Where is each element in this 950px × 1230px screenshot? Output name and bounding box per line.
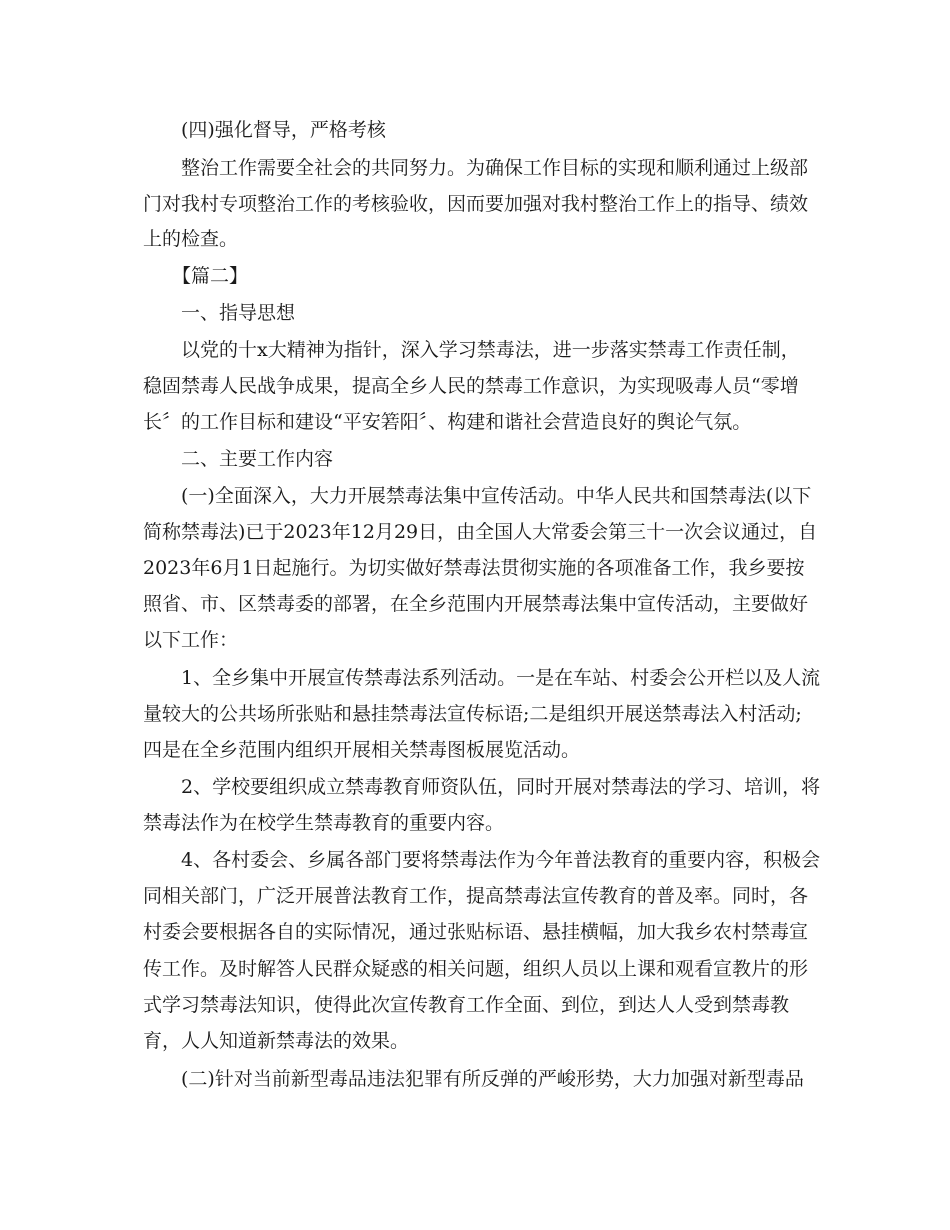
paragraph-line: 量较大的公共场所张贴和悬挂禁毒法宣传标语;二是组织开展送禁毒法入村活动; bbox=[143, 703, 802, 725]
paragraph-line: 门对我村专项整治工作的考核验收，因而要加强对我村整治工作上的指导、绩效 bbox=[143, 193, 809, 215]
paragraph-line: 整治工作需要全社会的共同努力。为确保工作目标的实现和顺利通过上级部 bbox=[181, 157, 809, 179]
paragraph-line: 2、学校要组织成立禁毒教育师资队伍，同时开展对禁毒法的学习、培训，将 bbox=[181, 776, 821, 798]
paragraph-line: 以党的十x大精神为指针，深入学习禁毒法，进一步落实禁毒工作责任制， bbox=[181, 339, 800, 361]
paragraph-line: 照省、市、区禁毒委的部署，在全乡范围内开展禁毒法集中宣传活动，主要做好 bbox=[143, 593, 809, 615]
paragraph-line: 2023年6月1日起施行。为切实做好禁毒法贯彻实施的各项准备工作，我乡要按 bbox=[143, 557, 805, 579]
paragraph-line: 四是在全乡范围内组织开展相关禁毒图板展览活动。 bbox=[143, 739, 581, 761]
section-heading-supervision: (四)强化督导，严格考核 bbox=[181, 119, 386, 141]
paragraph-line: 稳固禁毒人民战争成果，提高全乡人民的禁毒工作意识，为实现吸毒人员“零增 bbox=[143, 375, 799, 397]
paragraph-line: 上的检查。 bbox=[143, 228, 239, 250]
paragraph-line: 4、各村委会、乡属各部门要将禁毒法作为今年普法教育的重要内容，积极会 bbox=[181, 849, 821, 871]
paragraph-line: 以下工作： bbox=[143, 629, 239, 651]
paragraph-line: 育，人人知道新禁毒法的效果。 bbox=[143, 1030, 410, 1052]
paragraph-line: 同相关部门，广泛开展普法教育工作，提高禁毒法宣传教育的普及率。同时，各 bbox=[143, 885, 809, 907]
section-heading-main-work: 二、主要工作内容 bbox=[181, 448, 334, 470]
paragraph-line: 村委会要根据各自的实际情况，通过张贴标语、悬挂横幅，加大我乡农村禁毒宣 bbox=[143, 921, 809, 943]
section-heading-guiding-ideology: 一、指导思想 bbox=[181, 302, 296, 324]
paragraph-line: 简称禁毒法)已于2023年12月29日，由全国人大常委会第三十一次会议通过，自 bbox=[143, 521, 818, 543]
paragraph-line: (一)全面深入，大力开展禁毒法集中宣传活动。中华人民共和国禁毒法(以下 bbox=[181, 485, 812, 507]
paragraph-line: 式学习禁毒法知识，使得此次宣传教育工作全面、到位，到达人人受到禁毒教 bbox=[143, 994, 790, 1016]
paragraph-line: 禁毒法作为在校学生禁毒教育的重要内容。 bbox=[143, 812, 505, 834]
part-two-heading: 【篇二】 bbox=[172, 265, 249, 287]
paragraph-line: 长〞的工作目标和建设“平安箬阳〞、构建和谐社会营造良好的舆论气氛。 bbox=[143, 411, 752, 433]
paragraph-line: 传工作。及时解答人民群众疑惑的相关问题，组织人员以上课和观看宣教片的形 bbox=[143, 958, 809, 980]
paragraph-line: 1、全乡集中开展宣传禁毒法系列活动。一是在车站、村委会公开栏以及人流 bbox=[181, 667, 821, 689]
paragraph-line: (二)针对当前新型毒品违法犯罪有所反弹的严峻形势，大力加强对新型毒品 bbox=[181, 1068, 804, 1090]
